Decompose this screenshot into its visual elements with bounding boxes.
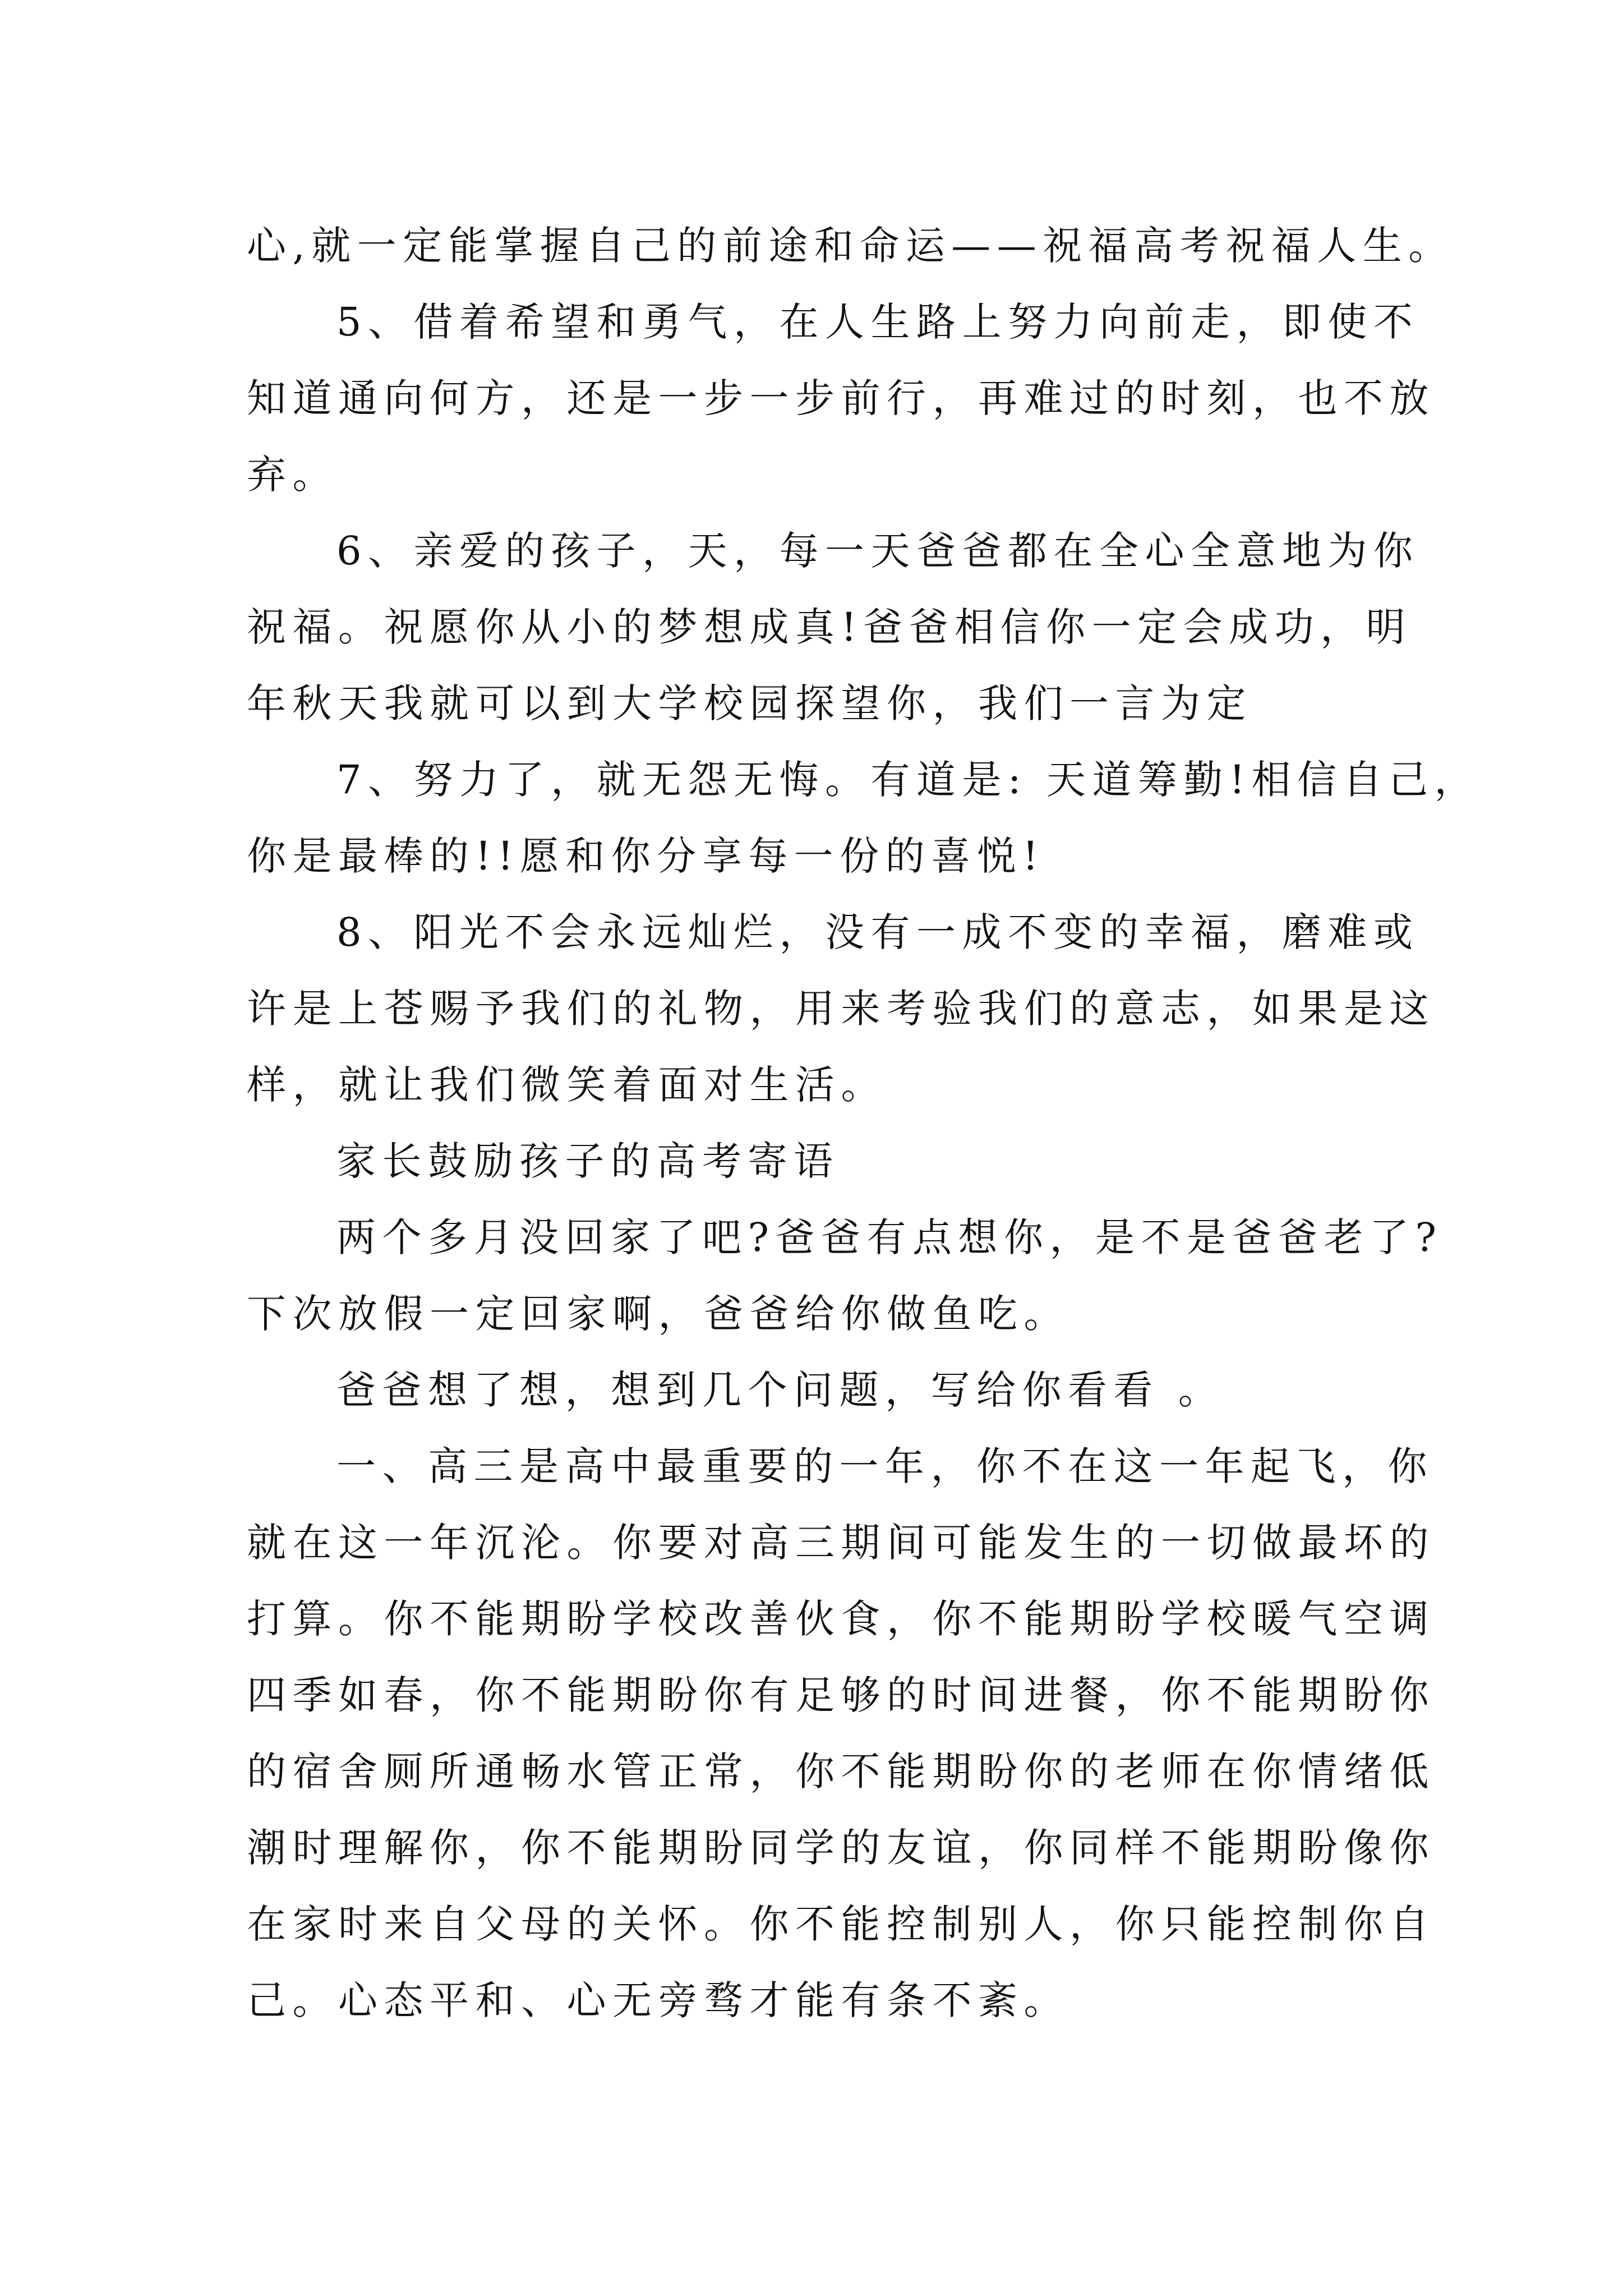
- text-line: 己。心态平和、心无旁骛才能有条不紊。: [247, 1977, 1069, 2023]
- text-line: 下次放假一定回家啊，爸爸给你做鱼吃。: [247, 1291, 1069, 1337]
- text-line: 爸爸想了想，想到几个问题，写给你看看 。: [336, 1367, 1224, 1413]
- text-line: 知道通向何方，还是一步一步前行，再难过的时刻，也不放: [247, 375, 1435, 421]
- text-line: 年秋天我就可以到大学校园探望你，我们一言为定: [247, 680, 1252, 726]
- text-line: 在家时来自父母的关怀。你不能控制别人，你只能控制你自: [247, 1901, 1435, 1947]
- text-line: 祝福。祝愿你从小的梦想成真!爸爸相信你一定会成功，明: [247, 604, 1412, 650]
- text-line: 弃。: [247, 452, 338, 498]
- text-line: 两个多月没回家了吧?爸爸有点想你，是不是爸爸老了?: [336, 1214, 1443, 1260]
- section-heading: 家长鼓励孩子的高考寄语: [336, 1138, 840, 1184]
- document-body: [247, 208, 1480, 2039]
- text-line: 四季如春，你不能期盼你有足够的时间进餐，你不能期盼你: [247, 1672, 1435, 1718]
- text-line: 许是上苍赐予我们的礼物，用来考验我们的意志，如果是这: [247, 986, 1435, 1032]
- text-line: 你是最棒的!!愿和你分享每一份的喜悦!: [247, 833, 1045, 879]
- text-line: 5、借着希望和勇气，在人生路上努力向前走，即使不: [336, 299, 1419, 345]
- text-line: 8、阳光不会永远灿烂，没有一成不变的幸福，磨难或: [336, 909, 1419, 955]
- text-line: 潮时理解你，你不能期盼同学的友谊，你同样不能期盼像你: [247, 1825, 1435, 1871]
- text-line: 就在这一年沉沦。你要对高三期间可能发生的一切做最坏的: [247, 1520, 1435, 1566]
- text-line: 样，就让我们微笑着面对生活。: [247, 1062, 887, 1108]
- text-line: 打算。你不能期盼学校改善伙食，你不能期盼学校暖气空调: [247, 1596, 1435, 1642]
- text-line: 7、努力了，就无怨无悔。有道是: 天道筹勤!相信自己，: [336, 757, 1480, 803]
- text-line: 心,就一定能掌握自己的前途和命运——祝福高考祝福人生。: [247, 223, 1454, 269]
- text-line: 6、亲爱的孩子，天，每一天爸爸都在全心全意地为你: [336, 528, 1419, 574]
- text-line: 的宿舍厕所通畅水管正常，你不能期盼你的老师在你情绪低: [247, 1749, 1435, 1795]
- text-line: 一、高三是高中最重要的一年，你不在这一年起飞，你: [336, 1443, 1433, 1489]
